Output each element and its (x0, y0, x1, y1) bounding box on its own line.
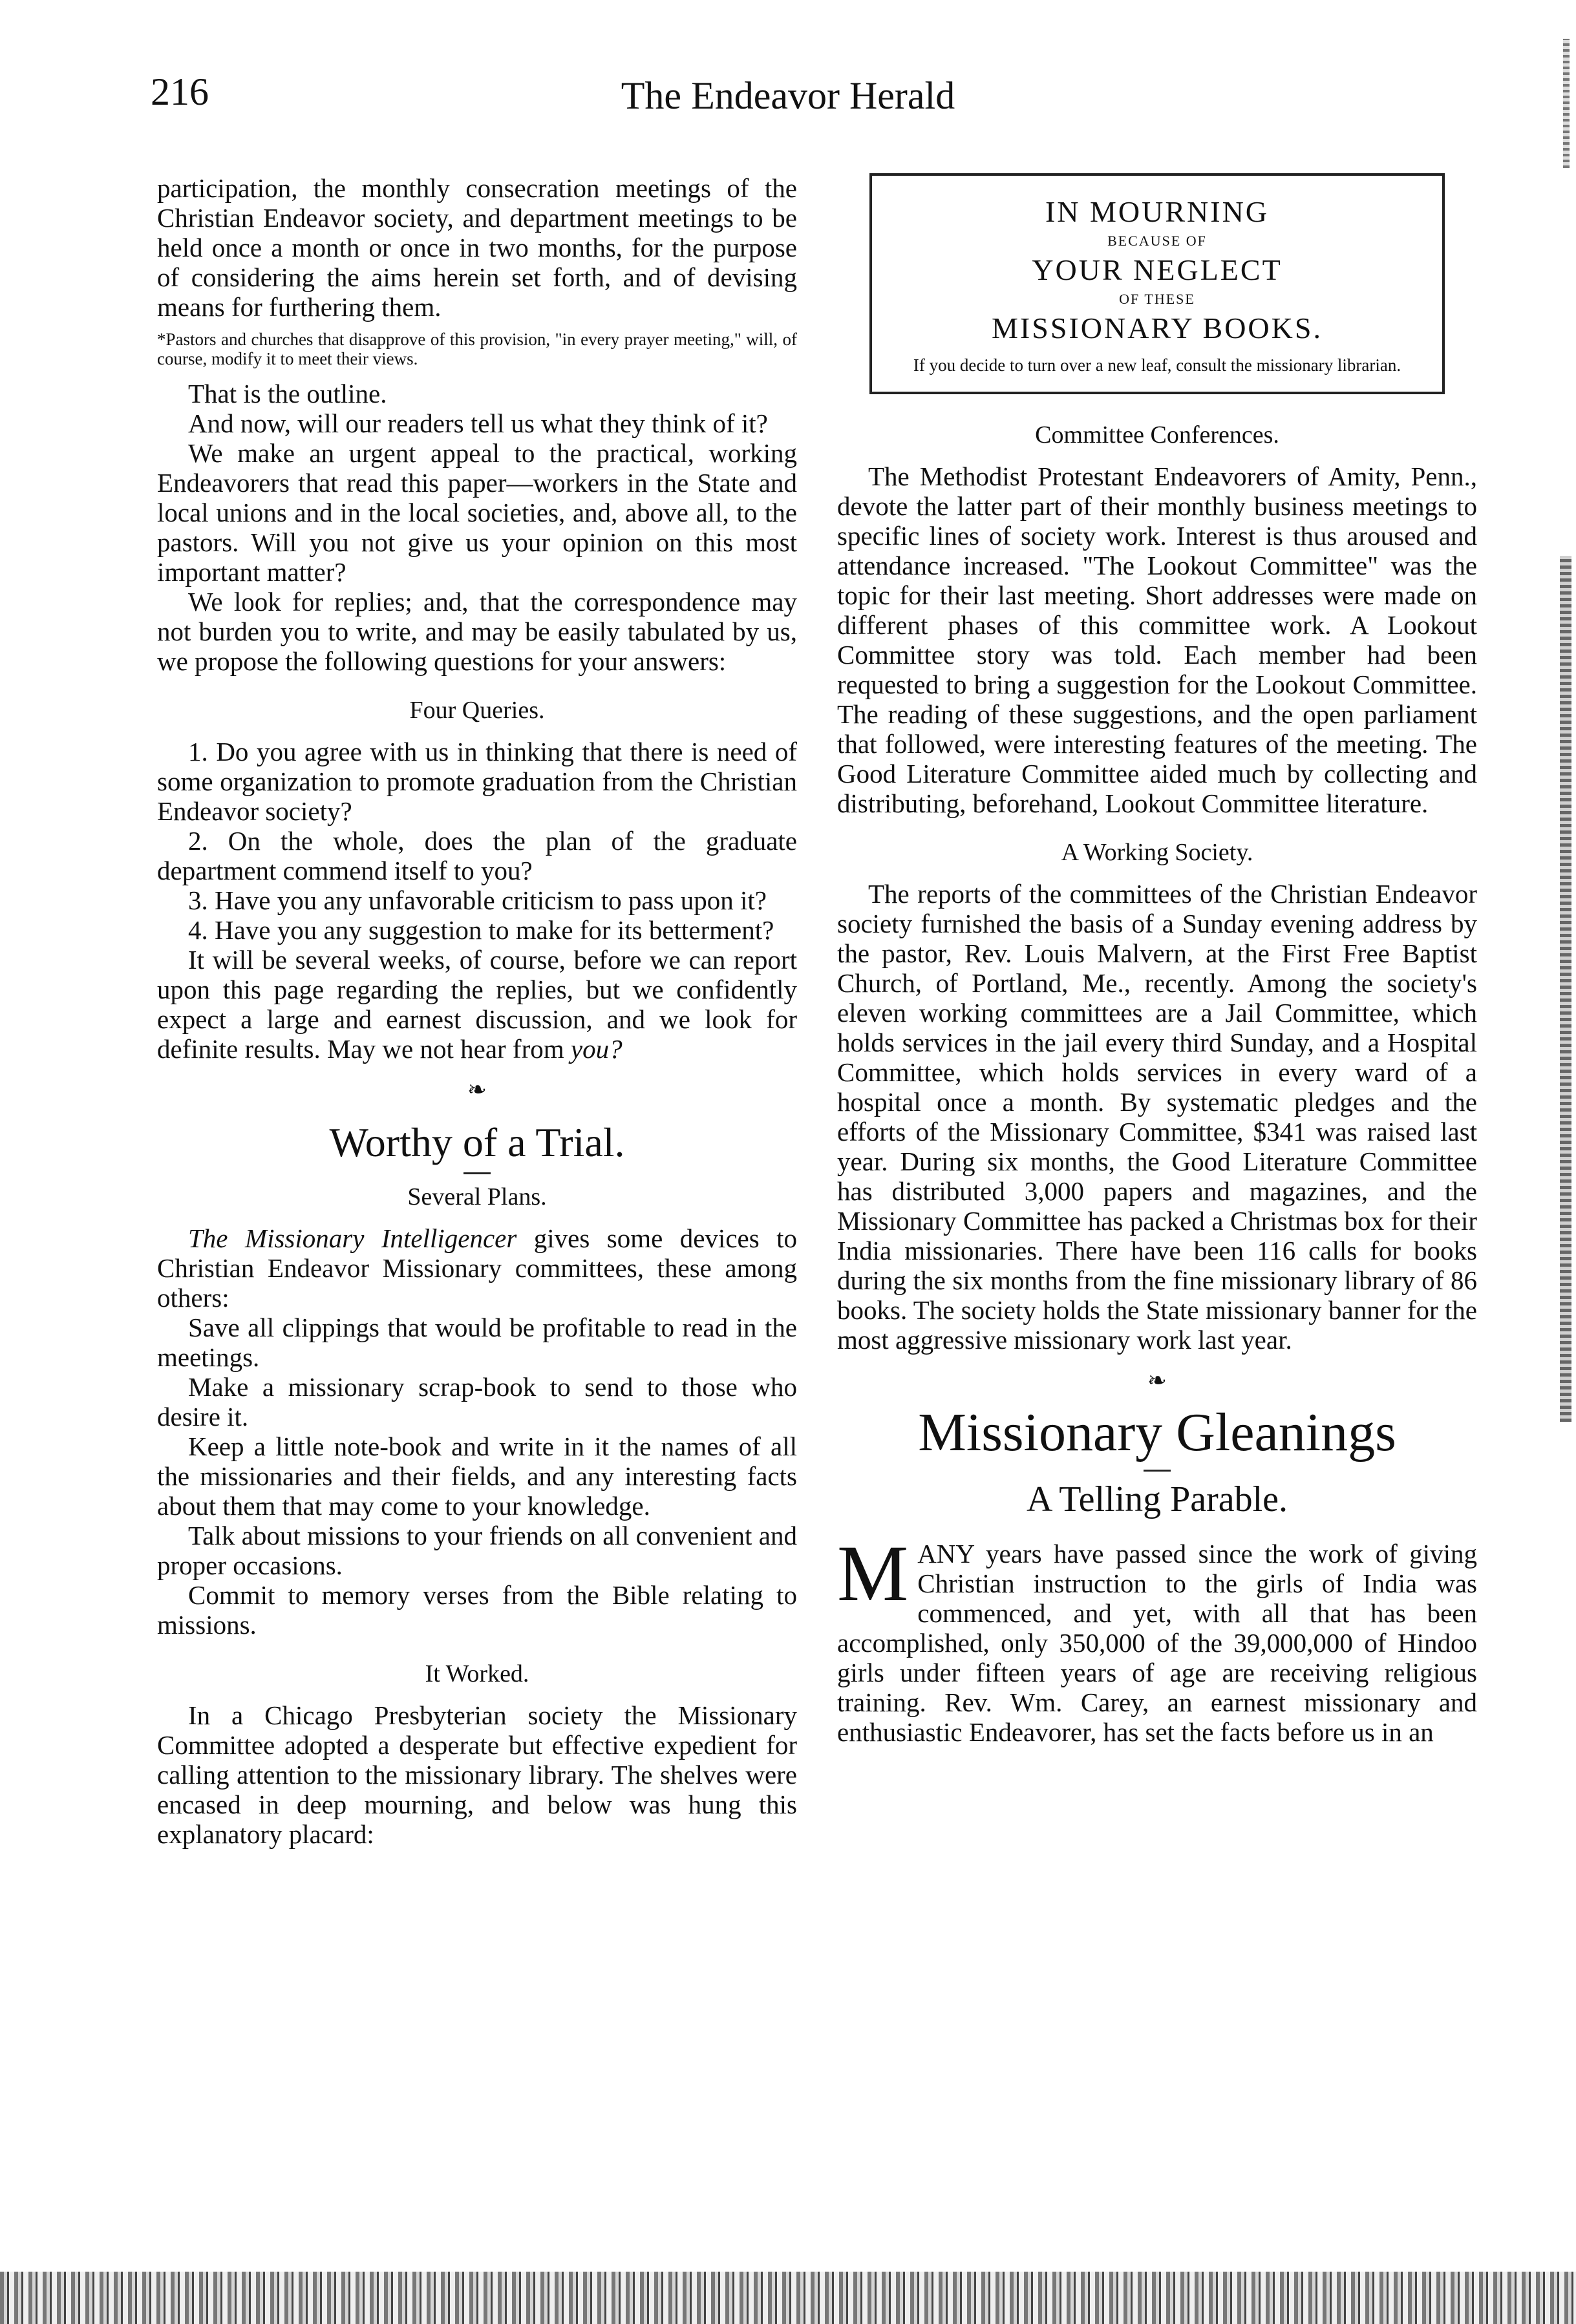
running-title: The Endeavor Herald (621, 74, 955, 117)
queries-heading: Four Queries. (409, 697, 545, 724)
query-text: On the whole, does the plan of the graduate department commend itself to you? (157, 826, 798, 885)
query-number: 4. (188, 915, 208, 945)
section-title-worthy-of-a-trial: Worthy of a Trial. (329, 1119, 625, 1165)
placard-line: BECAUSE OF (1107, 233, 1207, 249)
plan-item: Talk about missions to your friends on all convenient and proper occasions. (157, 1521, 797, 1580)
plan-item: Commit to memory verses from the Bible relating to missions. (157, 1580, 797, 1640)
scan-edge-artifact (1560, 556, 1571, 1422)
right-column (837, 173, 1477, 1747)
drop-cap: M (837, 1529, 909, 1618)
divider (463, 1172, 491, 1174)
query-text: Do you agree with us in thinking that there is need of some organization to promote graduation from the Christian Endeavor society? (157, 737, 797, 826)
paragraph: We look for replies; and, that the correspondence may not burden you to write, and may be easily tabulated by us, we propose the following questions for your answers: (157, 587, 797, 676)
left-column (157, 173, 797, 1849)
query-number: 2. (188, 826, 208, 856)
closing-text: It will be several weeks, of course, before we can report upon this page regarding the replies, but we confidently expect a large and earnest discussion, and we look for definite results. May we not hear from (157, 945, 797, 1064)
query-text: Have you any unfavorable criticism to pass upon it? (215, 885, 767, 915)
emphasis-you: you? (570, 1034, 623, 1064)
plan-item: Keep a little note-book and write in it the names of all the missionaries and their fields, and any interesting facts about them that may come to your knowledge. (157, 1431, 797, 1521)
placard-line: OF THESE (1119, 291, 1195, 307)
query-number: 3. (188, 885, 208, 915)
paragraph (157, 1223, 797, 1313)
query-item (157, 826, 797, 885)
paragraph: The Methodist Protestant Endeavorers of Amity, Penn., devote the latter part of their monthly business meetings to specific lines of society work. Interest is thus aroused and attendance increased. "The Lookout Committee" was the topic for their last meeting. Short addresses were made on different phases of this committee work. A Lookout Committee story was told. Each member had been requested to bring a suggestion for the Lookout Committee. The reading of these suggestions, and the open parliament that followed, were interesting features of the meeting. The Good Literature Committee aided much by collecting and distributing, beforehand, Lookout Committee literature. (837, 461, 1477, 818)
paragraph (837, 1529, 1477, 1747)
ornament-icon: ❧ (1147, 1368, 1167, 1393)
paragraph: participation, the monthly consecration meetings of the Christian Endeavor society, and department meetings to be held once a month or once in two months, for the purpose of considering the aims herein set forth, and of devising means for furthering them. (157, 173, 797, 322)
section-title-missionary-gleanings: Missionary Gleanings (918, 1402, 1396, 1463)
conferences-heading: Committee Conferences. (1035, 421, 1279, 449)
placard-note: If you decide to turn over a new leaf, consult the missionary librarian. (913, 355, 1401, 375)
parable-text: ANY years have passed since the work of giving Christian instruction to the girls of India was commenced, and yet, with all that has been accomplished, only 350,000 of the 39,000,000 of Hindoo girls under fifteen years of age are receiving religious training. Rev. Wm. Carey, an earnest missionary and enthusiastic Endeavorer, has set the facts before us in an (837, 1539, 1477, 1747)
footnote: *Pastors and churches that disapprove of this provision, "in every prayer meeting," will, of course, modify it to meet their views. (157, 330, 797, 368)
query-number: 1. (188, 737, 208, 766)
query-item (157, 915, 797, 945)
mourning-placard (869, 173, 1445, 394)
working-society-heading: A Working Society. (1061, 839, 1253, 866)
worked-heading: It Worked. (425, 1660, 529, 1687)
query-item (157, 885, 797, 915)
placard-line: IN MOURNING (1045, 195, 1270, 228)
paragraph (157, 945, 797, 1064)
paragraph: In a Chicago Presbyterian society the Missionary Committee adopted a desperate but effective expedient for calling attention to the missionary library. The shelves were encased in deep mourning, and below was hung this explanatory placard: (157, 1700, 797, 1849)
plan-item: Make a missionary scrap-book to send to those who desire it. (157, 1372, 797, 1431)
intro-text: gives some devices to Christian Endeavor Missionary committees, these among others: (157, 1223, 798, 1313)
scan-edge-artifact (0, 2272, 1576, 2324)
ornament-icon: ❧ (467, 1077, 487, 1103)
page-number: 216 (151, 70, 209, 113)
plans-heading: Several Plans. (407, 1183, 547, 1210)
article-title-telling-parable: A Telling Parable. (1026, 1479, 1288, 1519)
scan-edge-artifact (1563, 39, 1570, 168)
query-item (157, 737, 797, 826)
paragraph: And now, will our readers tell us what they think of it? (188, 408, 768, 438)
paragraph: That is the outline. (188, 379, 387, 408)
paragraph: We make an urgent appeal to the practical, working Endeavorers that read this paper—workers in the State and local unions and in the local societies, and, above all, to the pastors. Will you not give us your opinion on this most important matter? (157, 438, 797, 587)
query-text: Have you any suggestion to make for its betterment? (215, 915, 774, 945)
paragraph: The reports of the committees of the Christian Endeavor society furnished the basis of a Sunday evening address by the pastor, Rev. Louis Malvern, at the First Free Baptist Church, of Portland, Me., recently. Among the society's eleven working committees are a Jail Committee, which holds services in the jail every third Sunday, and a Hospital Committee, which holds services in every ward of a hospital once a month. By systematic pledges and the efforts of the Missionary Committee, $341 was raised last year. During six months, the Good Literature Committee has distributed 3,000 papers and magazines, and the Missionary Committee has packed a Christmas box for their India missionaries. There have been 116 calls for books during the six months from the fine missionary library of 86 books. The society holds the State missionary banner for the most aggressive missionary work last year. (837, 879, 1477, 1355)
divider (1144, 1470, 1171, 1472)
publication-title: The Missionary Intelligencer (188, 1223, 517, 1253)
plan-item: Save all clippings that would be profitable to read in the meetings. (157, 1313, 797, 1372)
placard-line: YOUR NEGLECT (1032, 253, 1283, 286)
placard-line: MISSIONARY BOOKS. (992, 312, 1323, 344)
